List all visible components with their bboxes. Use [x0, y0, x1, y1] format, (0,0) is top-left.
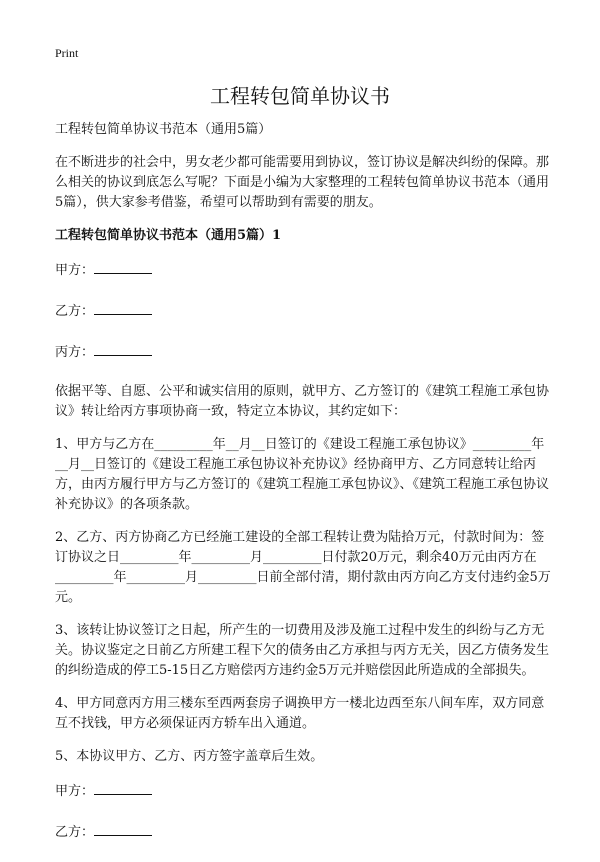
clause-4: 4、甲方同意丙方用三楼东至西两套房子调换甲方一楼北边西至东八间车库，双方同意互不找钱，甲方必须保证丙方轿车出入通道。 [55, 696, 545, 731]
party-b-field [55, 300, 555, 322]
sign-b-field [55, 821, 555, 843]
party-a-blank [94, 259, 152, 274]
clause-1: 1、甲方与乙方在_________年__月__日签订的《建设工程施工承包协议》_________年__月__日签订的《建设工程施工承包协议补充协议》经协商甲方、乙方同意转让给丙方，由丙方履行甲方与乙方签订的《建筑工程施工承包协议》、《建筑工程施工承包协议补充协议》的各项条款。 [55, 437, 550, 512]
document-title: 工程转包简单协议书 [210, 84, 390, 108]
sign-a-field [55, 780, 555, 802]
print-link[interactable]: Print [55, 46, 79, 60]
document-body [55, 120, 555, 862]
party-c-field [55, 341, 555, 363]
party-a-field [55, 259, 555, 281]
preamble-paragraph: 依据平等、自愿、公平和诚实信用的原则，就甲方、乙方签订的《建筑工程施工承包协议》转让给丙方事项协商一致，特定立本协议，其约定如下： [55, 384, 550, 419]
clause-5: 5、本协议甲方、乙方、丙方签字盖章后生效。 [55, 749, 324, 764]
party-a-label: 甲方： [55, 263, 95, 278]
clause-2: 2、乙方、丙方协商乙方已经施工建设的全部工程转让费为陆拾万元，付款时间为：签订协议之日_________年_________月_________日付款20万元，剩余40万元由丙方在_________年_________月_________日前全部付清，期付款由丙方向乙方支付违约金5万元。 [55, 530, 551, 605]
document-subtitle: 工程转包简单协议书范本（通用5篇） [55, 122, 272, 137]
sign-b-label: 乙方： [55, 825, 95, 840]
party-c-label: 丙方： [55, 345, 95, 360]
intro-paragraph: 在不断进步的社会中，男女老少都可能需要用到协议，签订协议是解决纠纷的保障。那么相关的协议到底怎么写呢？下面是小编为大家整理的工程转包简单协议书范本（通用5篇），供大家参考借鉴，希望可以帮助到有需要的朋友。 [55, 155, 550, 210]
clause-3: 3、该转让协议签订之日起，所产生的一切费用及涉及施工过程中发生的纠纷与乙方无关。协议鉴定之日前乙方所建工程下欠的债务由乙方承担与丙方无关，因乙方债务发生的纠纷造成的停工5-15日乙方赔偿丙方违约金5万元并赔偿因此所造成的全部损失。 [55, 623, 550, 678]
party-b-blank [94, 300, 152, 315]
sign-b-blank [94, 821, 152, 836]
sign-a-blank [94, 780, 152, 795]
section-heading: 工程转包简单协议书范本（通用5篇）1 [55, 228, 282, 243]
sign-a-label: 甲方： [55, 784, 95, 799]
party-c-blank [94, 341, 152, 356]
party-b-label: 乙方： [55, 304, 95, 319]
